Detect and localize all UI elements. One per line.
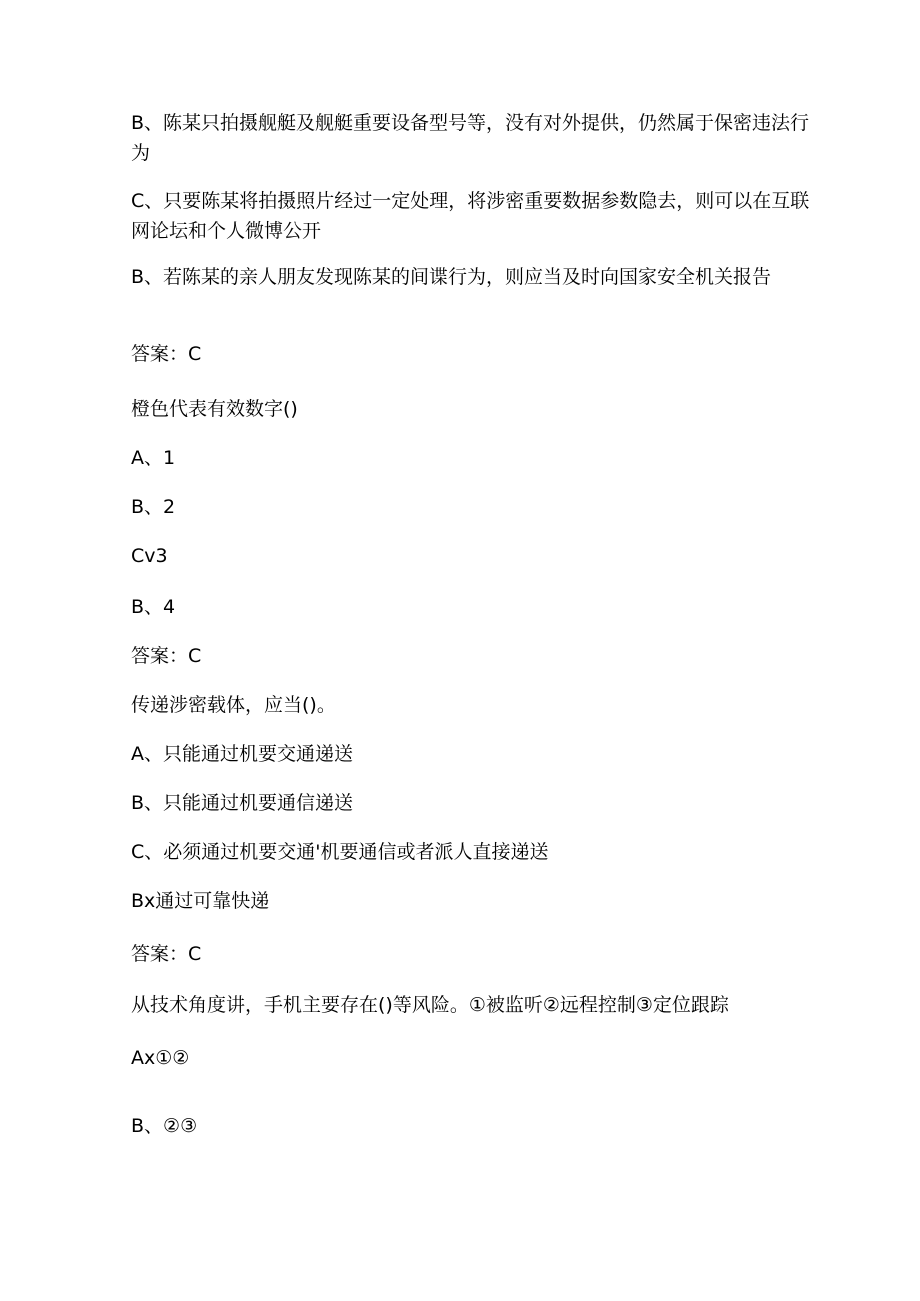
question-line: 橙色代表有效数字() — [131, 398, 298, 420]
option-b-line: B、只能通过机要通信递送 — [131, 792, 354, 814]
answer-line: 答案：C — [131, 645, 202, 667]
question-line: 传递涉密载体，应当()。 — [131, 694, 336, 716]
option-b-line: B、若陈某的亲人朋友发现陈某的间谍行为，则应当及时向国家安全机关报告 — [131, 266, 772, 288]
option-a-line: A、1 — [131, 447, 176, 469]
option-b-line: B、陈某只拍摄舰艇及舰艇重要设备型号等，没有对外提供，仍然属于保密违法行为 — [131, 112, 810, 164]
answer-line: 答案：C — [131, 343, 202, 365]
option-d-line: Bx通过可靠快递 — [131, 890, 270, 912]
option-a-line: Ax①② — [131, 1047, 190, 1069]
question-line: 从技术角度讲，手机主要存在()等风险。①被监听②远程控制③定位跟踪 — [131, 994, 729, 1016]
option-c-line: Cv3 — [131, 545, 168, 567]
option-b-line: B、2 — [131, 496, 176, 518]
option-c-line: C、只要陈某将拍摄照片经过一定处理，将涉密重要数据参数隐去，则可以在互联网论坛和个人微博公开 — [131, 190, 810, 242]
option-a-line: A、只能通过机要交通递送 — [131, 743, 353, 765]
option-b-line: B、②③ — [131, 1115, 198, 1137]
option-c-line: C、必须通过机要交通'机要通信或者派人直接递送 — [131, 841, 549, 863]
option-d-line: B、4 — [131, 596, 176, 618]
answer-line: 答案：C — [131, 943, 202, 965]
